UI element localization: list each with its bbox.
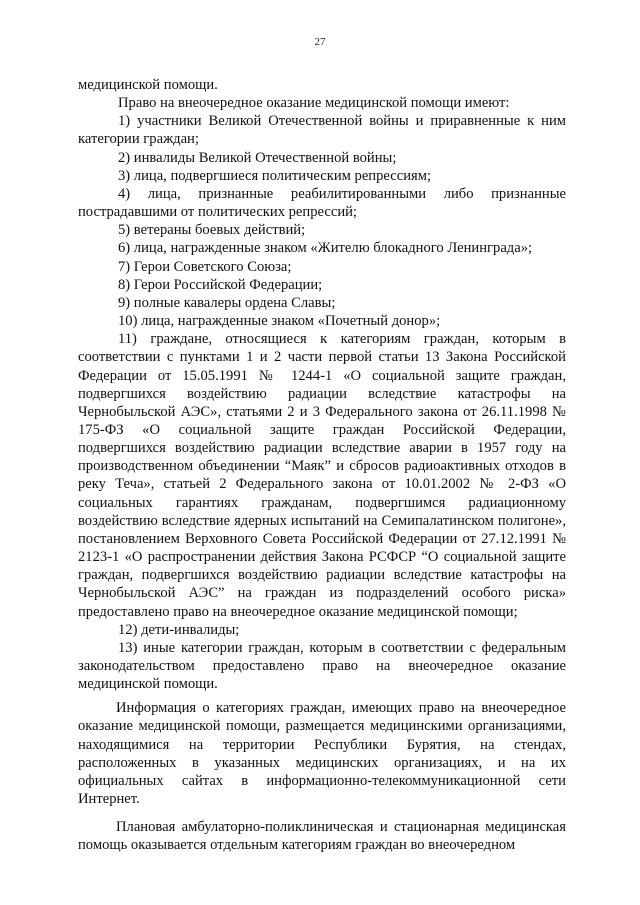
- list-item: 5) ветераны боевых действий;: [118, 222, 306, 239]
- list-item: 9) полные кавалеры ордена Славы;: [118, 294, 336, 311]
- list-item: 1) участники Великой Отечественной войны и приравненные к ним категории граждан;: [78, 113, 566, 148]
- body-text: [78, 76, 566, 855]
- paragraph: медицинской помощи.: [78, 77, 218, 93]
- list-item: 11) граждане, относящиеся к категориям граждан, которым в соответствии с пунктами 1 и 2 части первой статьи 13 Закона Российской Федерации от 15.05.1991 № 1244-1 «О социальной защите граждан, подвергшихся воздействию радиации вследствие катастрофы на Чернобыльской АЭС», статьями 2 и 3 Федерального закона от 26.11.1998 № 175-ФЗ «О социальной защите граждан Российской Федерации, подвергшихся воздействию радиации вследствие аварии в 1957 году на производственном объединении “Маяк” и сбросов радиоактивных отходов в реку Теча», статьей 2 Федерального закона от 10.01.2002 № 2-ФЗ «О социальных гарантиях гражданам, подвергшимся радиационному воздействию вследствие ядерных испытаний на Семипалатинском полигоне», постановлением Верховного Совета Российской Федерации от 27.12.1991 № 2123-1 «О распространении действия Закона РСФСР “О социальной защите граждан, подвергшихся воздействию радиации вследствие катастрофы на Чернобыльской АЭС” на граждан из подразделений особого риска» предоставлено право на внеочередное оказание медицинской помощи;: [78, 331, 566, 620]
- list-item: 10) лица, награжденные знаком «Почетный донор»;: [118, 313, 441, 330]
- list-item: 8) Герои Российской Федерации;: [118, 276, 323, 293]
- paragraph: Плановая амбулаторно-поликлиническая и стационарная медицинская помощь оказывается отдельным категориям граждан во внеочередном: [78, 819, 566, 854]
- paragraph: Право на внеочередное оказание медицинской помощи имеют:: [118, 95, 510, 112]
- paragraph: Информация о категориях граждан, имеющих право на внеочередное оказание медицинской помощи, размещается медицинскими организациями, находящимися на территории Республики Бурятия, на стендах, расположенных в указанных медицинских организациях, и на их официальных сайтах в информационно-телекоммуникационной сети Интернет.: [78, 700, 566, 808]
- list-item: 7) Герои Советского Союза;: [118, 258, 292, 275]
- list-item: 3) лица, подвергшиеся политическим репрессиям;: [118, 167, 432, 184]
- list-item: 4) лица, признанные реабилитированными либо признанные пострадавшими от политических репрессий;: [78, 185, 566, 221]
- page-number: 27: [314, 36, 326, 48]
- list-item: 2) инвалиды Великой Отечественной войны;: [118, 149, 397, 166]
- list-item: 6) лица, награжденные знаком «Жителю блокадного Ленинграда»;: [118, 240, 533, 257]
- list-item: 12) дети-инвалиды;: [118, 621, 240, 638]
- list-item: 13) иные категории граждан, которым в соответствии с федеральным законодательством предоставлено право на внеочередное оказание медицинской помощи.: [78, 639, 566, 693]
